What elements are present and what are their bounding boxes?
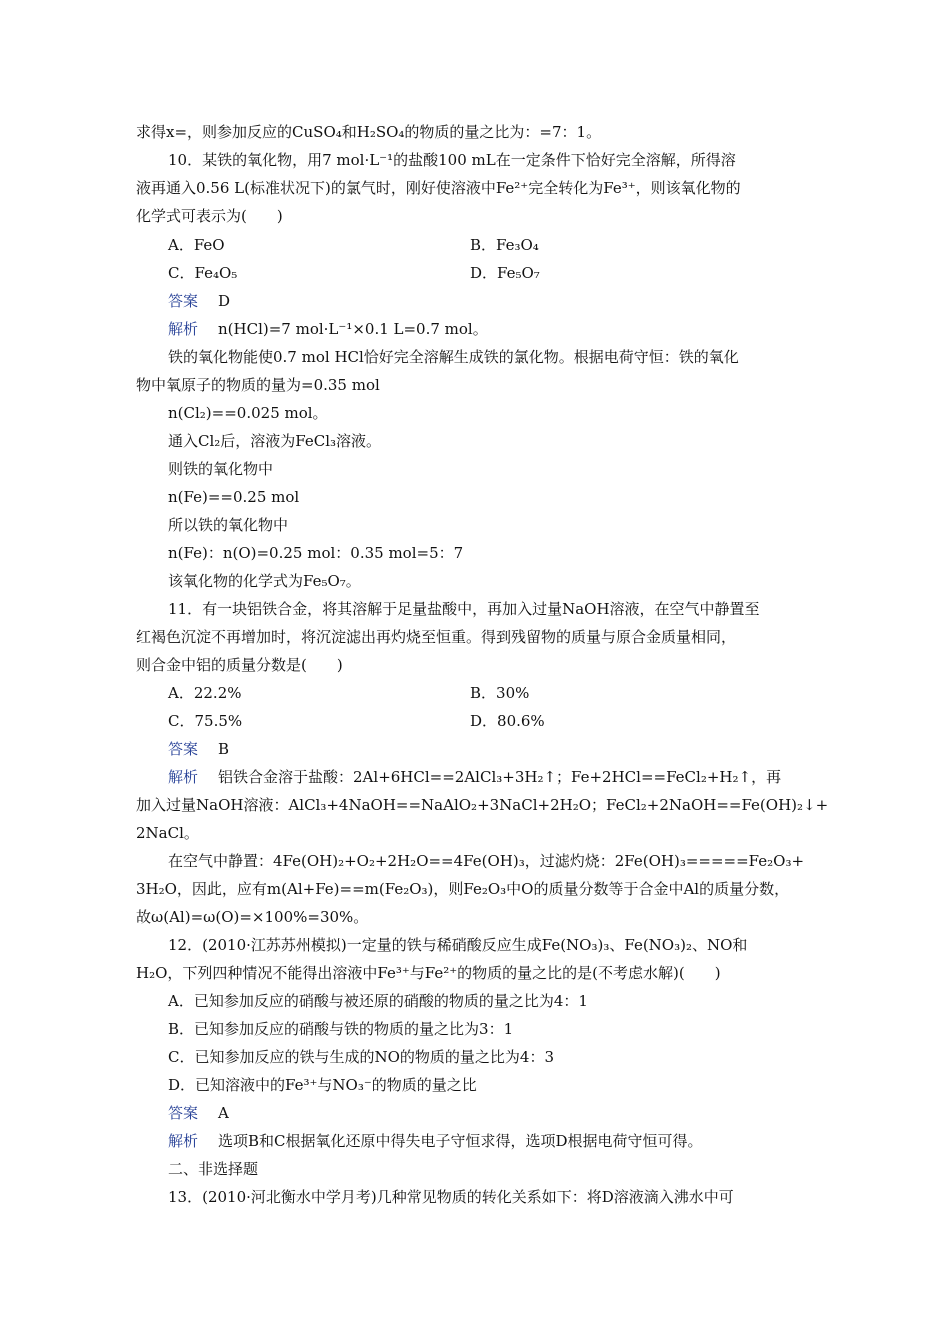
explanation-line: [168, 319, 488, 339]
text-line: 红褐色沉淀不再增加时，将沉淀滤出再灼烧至恒重。得到残留物的质量与原合金质量相同，: [136, 628, 737, 646]
option-d: D．80.6%: [470, 712, 545, 730]
explanation-label: 解析: [168, 768, 199, 786]
explanation-text: n(HCl)=7 mol·L⁻¹×0.1 L=0.7 mol。: [218, 320, 488, 338]
option-b: B．已知参加反应的硝酸与铁的物质的量之比为3：1: [168, 1020, 514, 1038]
answer-label: 答案: [168, 292, 199, 310]
text-line: 物中氧原子的物质的量为=0.35 mol: [136, 376, 380, 394]
explanation-label: 解析: [168, 320, 199, 338]
text-line: 液再通入0.56 L(标准状况下)的氯气时，刚好使溶液中Fe²⁺完全转化为Fe³⁺，则该氧化物的: [136, 179, 741, 197]
text-line: 化学式可表示为( ): [136, 207, 283, 225]
text-line: 则铁的氧化物中: [168, 460, 274, 478]
answer-line: [168, 291, 230, 311]
explanation-line: [168, 1131, 703, 1151]
text-line: 求得x=，则参加反应的CuSO₄和H₂SO₄的物质的量之比为：=7：1。: [136, 123, 602, 141]
text-line: 铁的氧化物能使0.7 mol HCl恰好完全溶解生成铁的氯化物。根据电荷守恒：铁的氧化: [168, 348, 739, 366]
explanation-label: 解析: [168, 1132, 199, 1150]
answer-label: 答案: [168, 740, 199, 758]
text-line: 该氧化物的化学式为Fe₅O₇。: [168, 572, 361, 590]
option-d: D．Fe₅O₇: [470, 264, 540, 282]
section-heading: 二、非选择题: [168, 1160, 259, 1178]
answer-value: A: [218, 1104, 229, 1122]
answer-label: 答案: [168, 1104, 199, 1122]
question-11: 11．有一块铝铁合金，将其溶解于足量盐酸中，再加入过量NaOH溶液，在空气中静置至: [168, 600, 760, 618]
option-c: C．已知参加反应的铁与生成的NO的物质的量之比为4：3: [168, 1048, 554, 1066]
text-line: 则合金中铝的质量分数是( ): [136, 656, 343, 674]
option-d: D．已知溶液中的Fe³⁺与NO₃⁻的物质的量之比: [168, 1076, 477, 1094]
answer-line: [168, 1103, 229, 1123]
text-line: 加入过量NaOH溶液：AlCl₃+4NaOH==NaAlO₂+3NaCl+2H₂O；FeCl₂+2NaOH==Fe(OH)₂↓+: [136, 796, 829, 814]
explanation-text: 选项B和C根据氧化还原中得失电子守恒求得，选项D根据电荷守恒可得。: [218, 1132, 703, 1150]
text-line: 通入Cl₂后，溶液为FeCl₃溶液。: [168, 432, 382, 450]
explanation-text: 铝铁合金溶于盐酸：2Al+6HCl==2AlCl₃+3H₂↑；Fe+2HCl==FeCl₂+H₂↑，再: [218, 768, 782, 786]
question-10: 10．某铁的氧化物，用7 mol·L⁻¹的盐酸100 mL在一定条件下恰好完全溶解，所得溶: [168, 151, 736, 169]
option-b: B．30%: [470, 684, 530, 702]
answer-value: B: [218, 740, 230, 758]
answer-value: D: [218, 292, 231, 310]
text-line: 所以铁的氧化物中: [168, 516, 289, 534]
text-line: 3H₂O，因此，应有m(Al+Fe)==m(Fe₂O₃)，则Fe₂O₃中O的质量分数等于合金中Al的质量分数，: [136, 880, 790, 898]
text-line: n(Fe)==0.25 mol: [168, 488, 300, 506]
question-13: 13．(2010·河北衡水中学月考)几种常见物质的转化关系如下：将D溶液滴入沸水中可: [168, 1188, 734, 1206]
option-a: A．FeO: [168, 236, 225, 254]
question-12: 12．(2010·江苏苏州模拟)一定量的铁与稀硝酸反应生成Fe(NO₃)₃、Fe(NO₃)₂、NO和: [168, 936, 748, 954]
text-line: n(Fe)：n(O)=0.25 mol：0.35 mol=5：7: [168, 544, 464, 562]
option-b: B．Fe₃O₄: [470, 236, 539, 254]
text-line: 故ω(Al)=ω(O)=×100%=30%。: [136, 908, 369, 926]
text-line: 2NaCl。: [136, 824, 199, 842]
option-c: C．Fe₄O₅: [168, 264, 238, 282]
text-line: 在空气中静置：4Fe(OH)₂+O₂+2H₂O==4Fe(OH)₃，过滤灼烧：2Fe(OH)₃=====Fe₂O₃+: [168, 852, 805, 870]
option-c: C．75.5%: [168, 712, 243, 730]
option-a: A．已知参加反应的硝酸与被还原的硝酸的物质的量之比为4：1: [168, 992, 588, 1010]
explanation-line: [168, 767, 781, 787]
text-line: H₂O，下列四种情况不能得出溶液中Fe³⁺与Fe²⁺的物质的量之比的是(不考虑水解)( ): [136, 964, 721, 982]
text-line: n(Cl₂)==0.025 mol。: [168, 404, 328, 422]
answer-line: [168, 739, 229, 759]
option-a: A．22.2%: [168, 684, 242, 702]
